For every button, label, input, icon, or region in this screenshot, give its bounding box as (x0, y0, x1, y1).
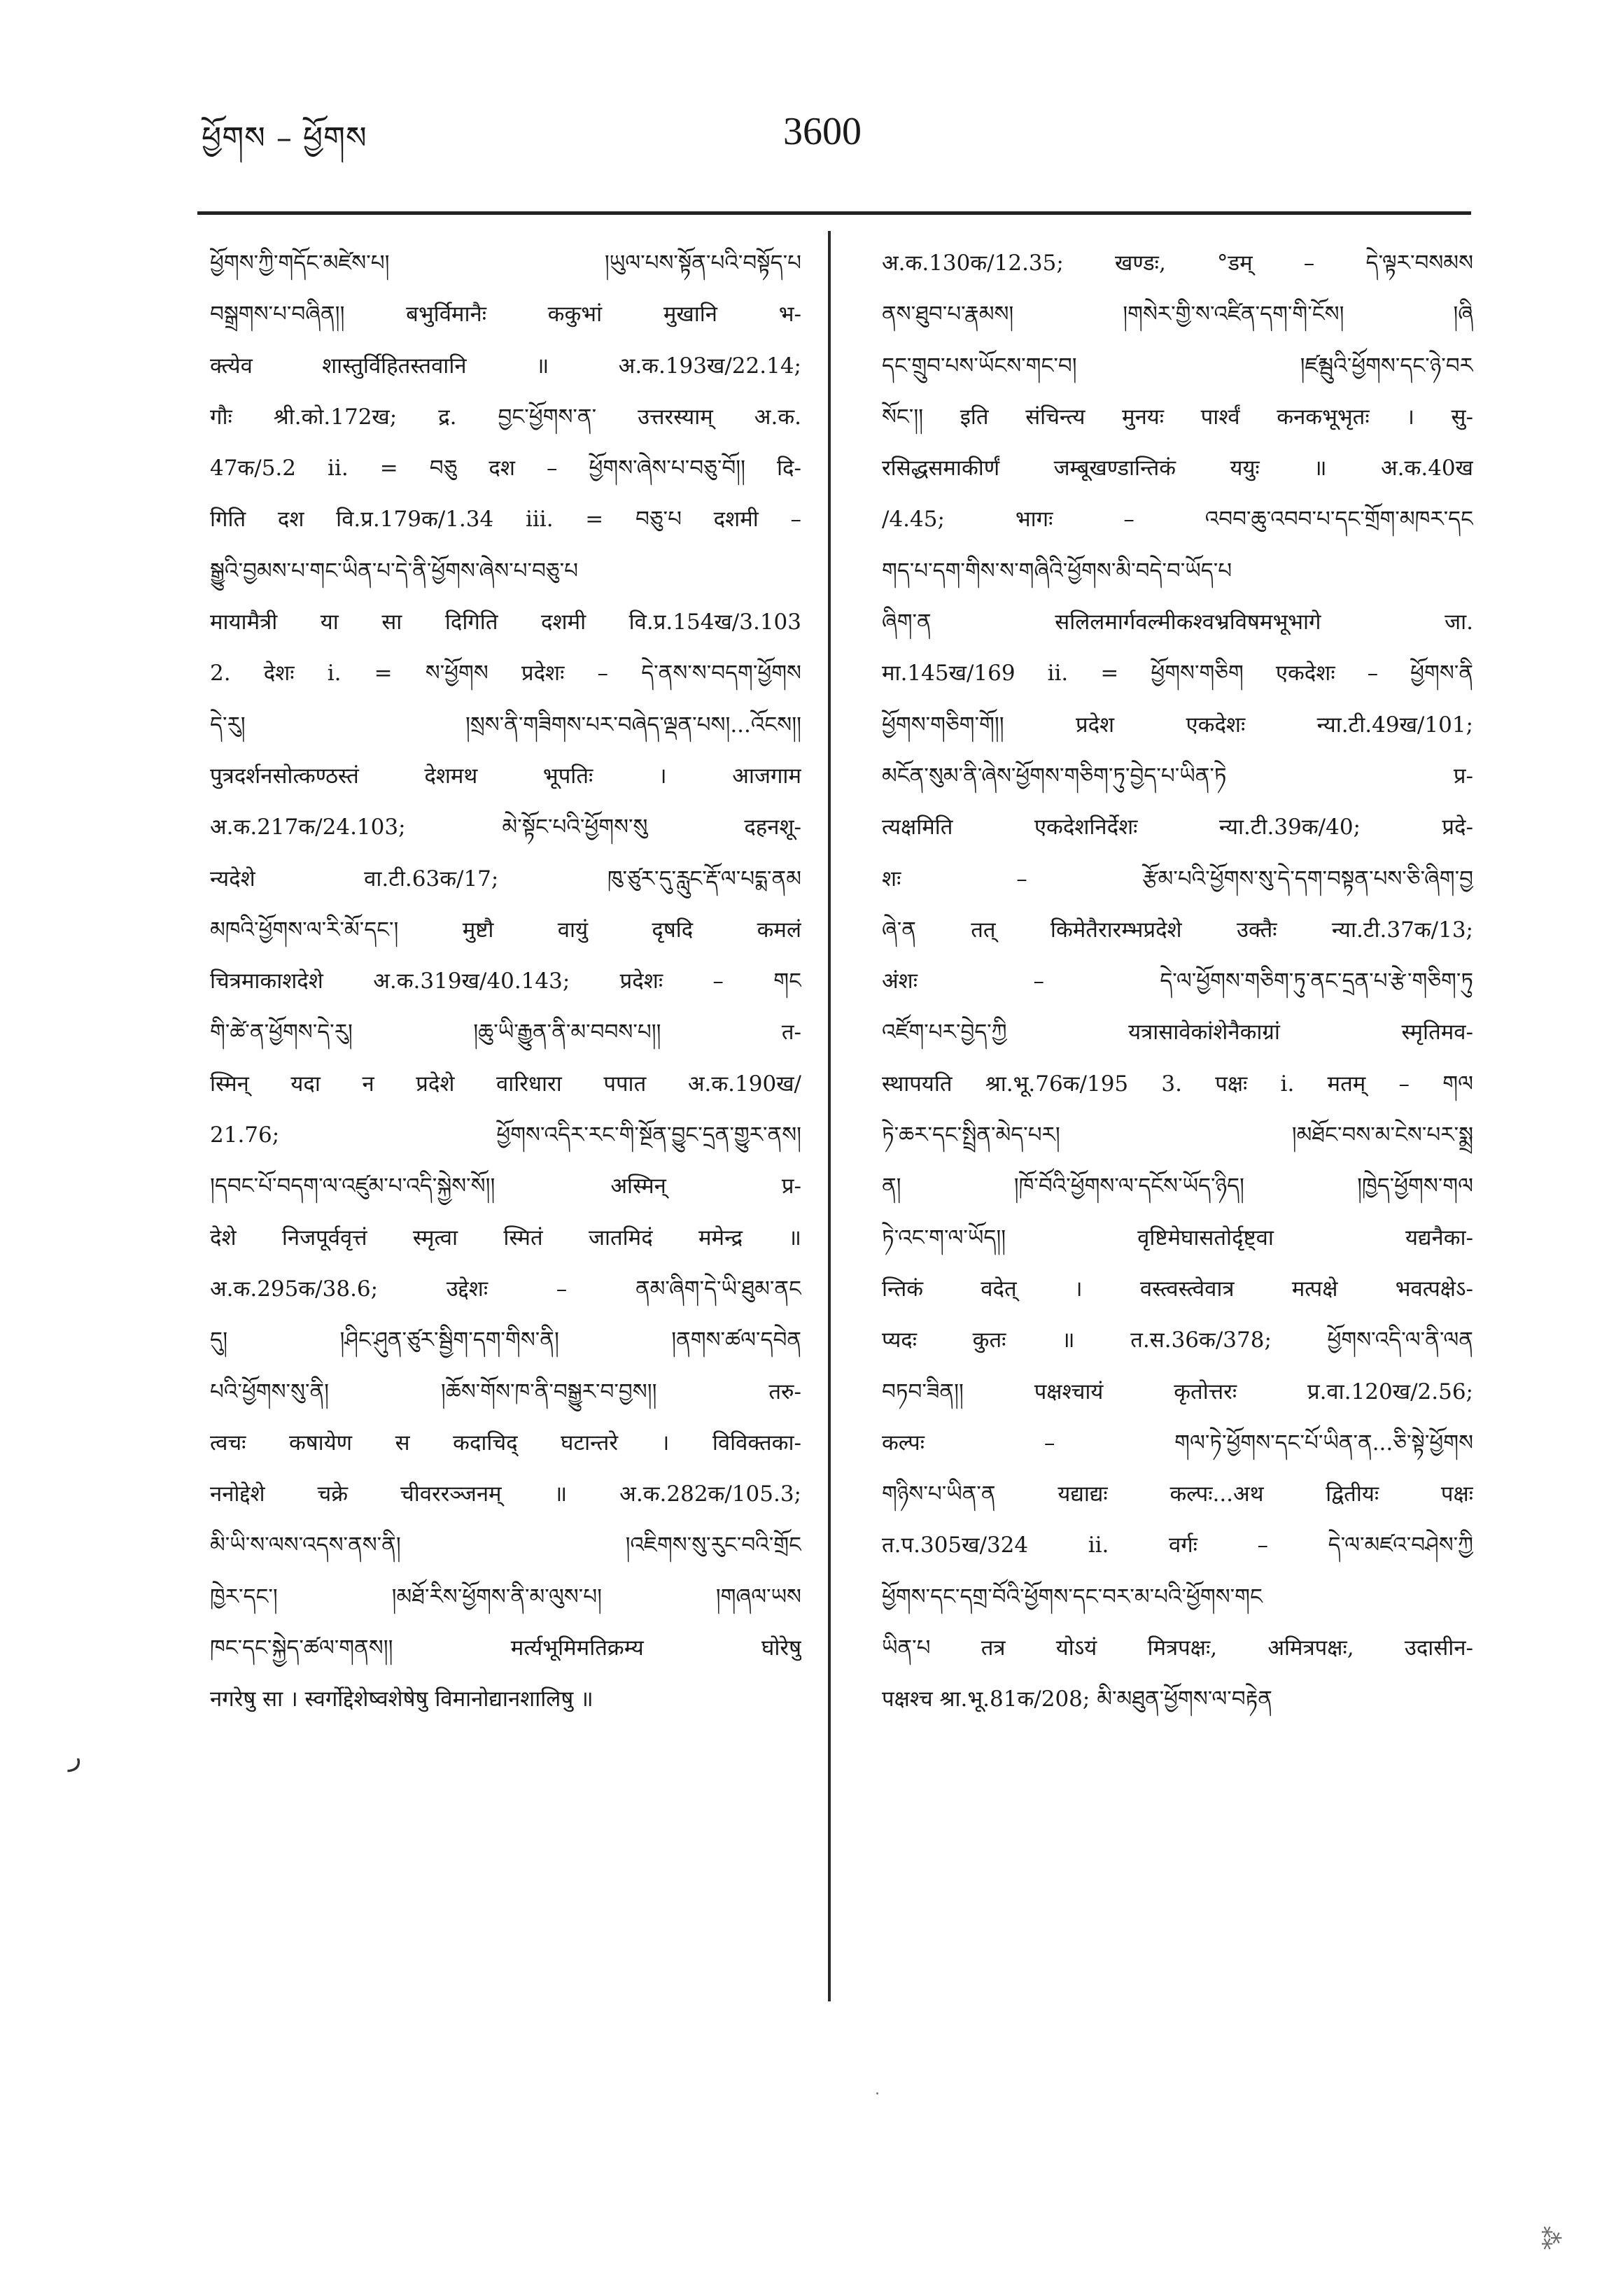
entry-line: ཁང་དང་སྐྱེད་ཚལ་གནས།། मर्त्यभूमिमतिक्रम्य घोरेषु (210, 1635, 801, 1661)
entry-line: मा.145ख/169 ii. = ཕྱོགས་གཅིག एकदेशः – ཕྱོགས་ནི (882, 661, 1473, 686)
entry-line: अ.क.217क/24.103; མེ་སྟོང་པའི་ཕྱོགས་སུ दहनशू- (210, 815, 801, 840)
entry-line: देशे निजपूर्ववृत्तं स्मृत्वा स्मितं जातमिदं ममेन्द्र ॥ (210, 1225, 801, 1251)
entry-line: ནས་ཐུབ་པ་རྣམས། །གསེར་གྱི་ས་འཛིན་དག་གི་ངོས། །ཞི (882, 302, 1473, 328)
entry-line: ཡིན་པ तत्र योऽयं मित्रपक्षः, अमित्रपक्षः, उदासीन- (882, 1635, 1473, 1661)
entry-line: 47क/5.2 ii. = བཅུ दश – ཕྱོགས་ཞེས་པ་བཅུ་བོ།། दि- (210, 456, 801, 481)
entry-line: प्यदः कुतः ॥ त.स.36क/378; ཕྱོགས་འདི་ལ་ནི་ལན (882, 1327, 1473, 1353)
entry-line: ཕྱོགས་གཅིག་གོ།། प्रदेश एकदेशः न्या.टी.49ख/101; (882, 712, 1473, 738)
entry-line: སྒྱུའི་བྱམས་པ་གང་ཡིན་པ་དེ་ནི་ཕྱོགས་ཞེས་པ་བཅུ་པ (210, 558, 579, 584)
entry-line: ཏེ་འང་ག་ལ་ཡོད།། वृष्टिमेघासतोर्दृष्ट्वा यद्यनैका- (882, 1225, 1473, 1251)
entry-line: ཁྱེར་དང་། །མཐོ་རིས་ཕྱོགས་ནི་མ་ལུས་པ། །གཞལ་ཡས (210, 1584, 801, 1610)
entry-line: /4.45; भागः – འབབ་ཆུ་འབབ་པ་དང་གྲོག་མཁར་དང (882, 507, 1473, 533)
entry-line: कल्पः – གལ་ཏེ་ཕྱོགས་དང་པོ་ཡིན་ན...ཅི་སྟེ་ཕྱོགས (882, 1430, 1473, 1456)
entry-line: क्त्येव शास्तुर्विहितस्तवानि ॥ अ.क.193ख/22.14; (210, 353, 801, 379)
entry-line: བསྒྲགས་པ་བཞིན།། बभुर्विमानैः ककुभां मुखानि भ- (210, 302, 801, 328)
margin-mark: ر (69, 1741, 82, 1772)
entry-line: གི་ཚེ་ན་ཕྱོགས་དེ་རུ། །ཆུ་ཡི་རྒྱུན་ནི་མ་བབས་པ།། त- (210, 1020, 801, 1045)
entry-line: པའི་ཕྱོགས་སུ་ནི། །ཆོས་གོས་ཁ་ནི་བསྒྱུར་བ་བྱས།། तरु- (210, 1379, 801, 1404)
entry-line: गौः श्री.को.172ख; द्र. བྱང་ཕྱོགས་ན་ उत्तरस्याम् अ.क. (210, 404, 801, 430)
header-rule (197, 211, 1471, 215)
entry-line: स्मिन् यदा न प्रदेशे वारिधारा पपात अ.क.190ख/ (210, 1071, 801, 1097)
entry-line: འཛོག་པར་བྱེད་ཀྱི यत्रासावेकांशेनैकाग्रां स्मृतिमव- (882, 1020, 1473, 1045)
entry-line: पुत्रदर्शनसोत्कण्ठस्तं देशमथ भूपतिः । आजगाम (210, 763, 801, 789)
entry-line: གཉིས་པ་ཡིན་ན यद्याद्यः कल्पः...अथ द्वितीयः पक्षः (882, 1481, 1473, 1507)
right-column (882, 238, 1473, 2029)
entry-line: ཏེ་ཆར་དང་སྤྲིན་མེད་པར། །མཐོང་བས་མ་ངེས་པར་སྨྲ (882, 1122, 1473, 1148)
entry-line: अ.क.295क/38.6; उद्देशः – ནམ་ཞིག་དེ་ཡི་ཐུམ་ནང (210, 1276, 801, 1302)
entry-line: ན། །ཁོ་བོའི་ཕྱོགས་ལ་དངོས་ཡོད་ཉིད། །ཁྱེད་ཕྱོགས་གལ (882, 1174, 1473, 1199)
entry-line: གད་པ་དག་གིས་ས་གཞིའི་ཕྱོགས་མི་བདེ་བ་ཡོད་པ (882, 558, 1232, 584)
column-divider (828, 231, 831, 2001)
entry-line: स्थापयति श्रा.भू.76क/195 3. पक्षः i. मतम् – གལ (882, 1071, 1473, 1097)
entry-line: དུ། །ཤིང་ཤུན་ཙུར་སྦྱིག་དག་གིས་ནི། །ནགས་ཚལ་དབེན (210, 1327, 801, 1353)
entry-line: चित्रमाकाशदेशे अ.क.319ख/40.143; प्रदेशः – གང (210, 969, 801, 994)
entry-line: न्तिकं वदेत् । वस्त्वस्त्वेवात्र मत्पक्षे भवत्पक्षेऽ- (882, 1276, 1473, 1302)
entry-line: ཕྱོགས་ཀྱི་གདོང་མཛེས་པ། །ཡུལ་པས་སྟོན་པའི་བསྟོད་པ (210, 251, 801, 276)
entry-line: मायामैत्री या सा दिगिति दशमी वि.प्र.154ख/3.103 (210, 610, 801, 635)
corner-mark: ⁂ (1536, 2226, 1564, 2250)
ink-speck (876, 2092, 878, 2094)
left-column (210, 238, 801, 2029)
entry-line: ཞིག་ན सलिलमार्गवल्मीकश्वभ्रविषमभूभागे जा. (882, 610, 1473, 635)
entry-line: སོང་།། इति संचिन्त्य मुनयः पार्श्वं कनकभूभृतः । सु- (882, 404, 1473, 430)
entry-line: रसिद्धसमाकीर्णं जम्बूखण्डान्तिकं ययुः ॥ अ.क.40ख (882, 456, 1473, 481)
entry-line: शः – རྩོམ་པའི་ཕྱོགས་སུ་དེ་དག་བསྟན་པས་ཅི་ཞིག་བྱ (882, 866, 1473, 892)
entry-line: ཕྱོགས་དང་དགྲ་བོའི་ཕྱོགས་དང་བར་མ་པའི་ཕྱོགས་གང (882, 1584, 1263, 1610)
entry-line: མི་ཡི་ས་ལས་འདས་ནས་ནི། །འཇིགས་སུ་རུང་བའི་གྲོང (210, 1533, 801, 1558)
entry-line: न्यदेशे वा.टी.63क/17; ཁུ་ཙུར་དུ་རླུང་རྡོ་ལ་པདྨ་ནམ (210, 866, 801, 892)
entry-line: དང་གྲུབ་པས་ཡོངས་གང་བ། །ཛམྦུའི་ཕྱོགས་དང་ཉེ་བར (882, 353, 1473, 379)
page-number: 3600 (783, 110, 862, 153)
entry-line: མངོན་སུམ་ནི་ཞེས་ཕྱོགས་གཅིག་ཏུ་བྱེད་པ་ཡིན་ཏེ प्र- (882, 763, 1473, 789)
entry-line: དེ་རུ། །སྲས་ནི་གཟིགས་པར་བཞེད་ལྡན་པས།...འོངས།། (210, 712, 801, 738)
entry-line: गिति दश वि.प्र.179क/1.34 iii. = བཅུ་པ दशमी – (210, 507, 801, 533)
entry-line: नगरेषु सा । स्वर्गोद्देशेष्वशेषेषु विमानोद्यानशालिषु ॥ (210, 1686, 593, 1712)
entry-line: 2. देशः i. = ས་ཕྱོགས प्रदेशः – དེ་ནས་ས་བདག་ཕྱོགས (210, 661, 801, 686)
entry-line: ཞེ་ན तत् किमेतैरारम्भप्रदेशे उक्तैः न्या.टी.37क/13; (882, 917, 1473, 943)
entry-line: ननोद्देशे चक्रे चीवररञ्जनम् ॥ अ.क.282क/105.3; (210, 1481, 801, 1507)
entry-line: अ.क.130क/12.35; खण्डः, °डम् – དེ་ལྟར་བསམས (882, 251, 1473, 276)
running-head: ཕྱོགས – ཕྱོགས (202, 120, 367, 156)
entry-line: पक्षश्च श्रा.भू.81क/208; མི་མཐུན་ཕྱོགས་ལ་བརྟེན (882, 1686, 1272, 1712)
entry-line: །དབང་པོ་བདག་ལ་འཛུམ་པ་འདི་སྐྱེས་སོ།། अस्मिन् प्र- (210, 1174, 801, 1199)
entry-line: अंशः – དེ་ལ་ཕྱོགས་གཅིག་ཏུ་ནང་དྲན་པ་རྩེ་གཅིག་ཏུ (882, 969, 1473, 994)
entry-line: त्वचः कषायेण स कदाचिद् घटान्तरे । विविक्तका- (210, 1430, 801, 1456)
entry-line: མཁའི་ཕྱོགས་ལ་རི་མོ་དང་། मुष्टौ वायुं दृषदि कमलं (210, 917, 801, 943)
entry-line: त्यक्षमिति एकदेशनिर्देशः न्या.टी.39क/40; प्रदे- (882, 815, 1473, 840)
entry-line: བཏབ་ཟིན།། पक्षश्चायं कृतोत्तरः प्र.वा.120ख/2.56; (882, 1379, 1473, 1404)
entry-line: 21.76; ཕྱོགས་འདིར་རང་གི་སྔོན་བྱུང་དྲན་གྱུར་ནས། (210, 1122, 801, 1148)
entry-line: त.प.305ख/324 ii. वर्गः – དེ་ལ་མཛའ་བཤེས་ཀྱི (882, 1533, 1473, 1558)
